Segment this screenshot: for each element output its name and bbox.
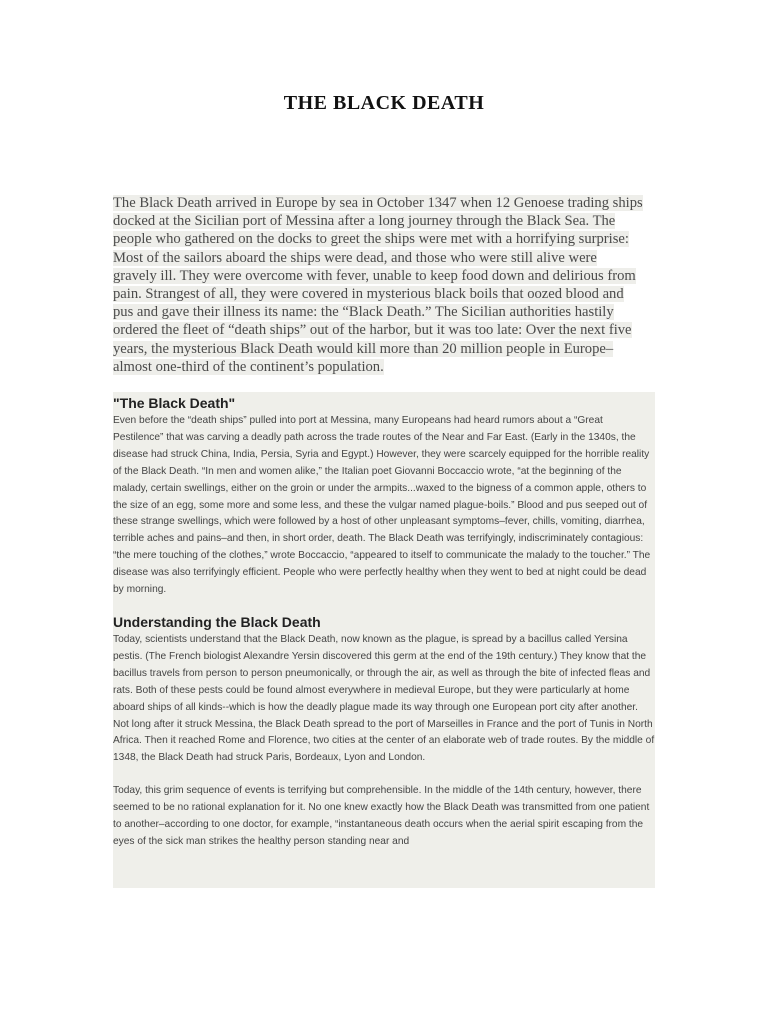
section-paragraph: Even before the “death ships” pulled into port at Messina, many Europeans had heard rumors about a “Great Pestilence” that was carving a deadly path across the trade routes of the Near and Far East. (Early in the 1340s, the disease had struck China, India, Persia, Syria and Egypt.) However, they were scarcely equipped for the horrible reality of the Black Death. “In men and women alike,” the Italian poet Giovanni Boccaccio wrote, “at the beginning of the malady, certain swellings, either on the groin or under the armpits...waxed to the bigness of a common apple, others to the size of an egg, some more and some less, and these the vulgar named plague-boils.” Blood and pus seeped out of these strange swellings, which were followed by a host of other unpleasant symptoms–fever, chills, vomiting, diarrhea, terrible aches and pains–and then, in short order, death. The Black Death was terrifyingly, indiscriminately contagious: “the mere touching of the clothes,” wrote Boccaccio, “appeared to itself to communicate the malady to the toucher.” The disease was also terrifyingly efficient. People who were perfectly healthy when they went to bed at night could be dead by morning. (113, 415, 651, 596)
article-body (113, 392, 655, 888)
section-paragraph: Today, this grim sequence of events is terrifying but comprehensible. In the middle of the 14th century, however, there seemed to be no rational explanation for it. No one knew exactly how the Black Death was transmitted from one patient to another–according to one doctor, for example, “instantaneous death occurs when the aerial spirit escaping from the eyes of the sick man strikes the healthy person standing near and (113, 785, 650, 847)
page-title: THE BLACK DEATH (283, 92, 485, 114)
intro-text: The Black Death arrived in Europe by sea in October 1347 when 12 Genoese trading ships docked at the Sicilian port of Messina after a long journey through the Black Sea. The people who gathered on the docks to greet the ships were met with a horrifying surprise: Most of the sailors aboard the ships were dead, and those who were still alive were gravely ill. They were overcome with fever, unable to keep food down and delirious from pain. Strangest of all, they were covered in mysterious black boils that oozed blood and pus and gave their illness its name: the “Black Death.” The Sicilian authorities hastily ordered the fleet of “death ships” out of the harbor, but it was too late: Over the next five years, the mysterious Black Death would kill more than 20 million people in Europe–almost one-third of the continent’s population. (113, 195, 643, 375)
section-heading-black-death: "The Black Death" (113, 395, 236, 411)
intro-paragraph (113, 194, 643, 376)
section-paragraph: Today, scientists understand that the Black Death, now known as the plague, is spread by a bacillus called Yersina pestis. (The French biologist Alexandre Yersin discovered this germ at the end of the 19th century.) They know that the bacillus travels from person to person pneumonically, or through the air, as well as through the bite of infected fleas and rats. Both of these pests could be found almost everywhere in medieval Europe, but they were particularly at home aboard ships of all kinds--which is how the deadly plague made its way through one European port city after another. Not long after it struck Messina, the Black Death spread to the port of Marseilles in France and the port of Tunis in North Africa. Then it reached Rome and Florence, two cities at the center of an elaborate web of trade routes. By the middle of 1348, the Black Death had struck Paris, Bordeaux, Lyon and London. (113, 633, 655, 764)
section-heading-understanding: Understanding the Black Death (113, 613, 321, 630)
